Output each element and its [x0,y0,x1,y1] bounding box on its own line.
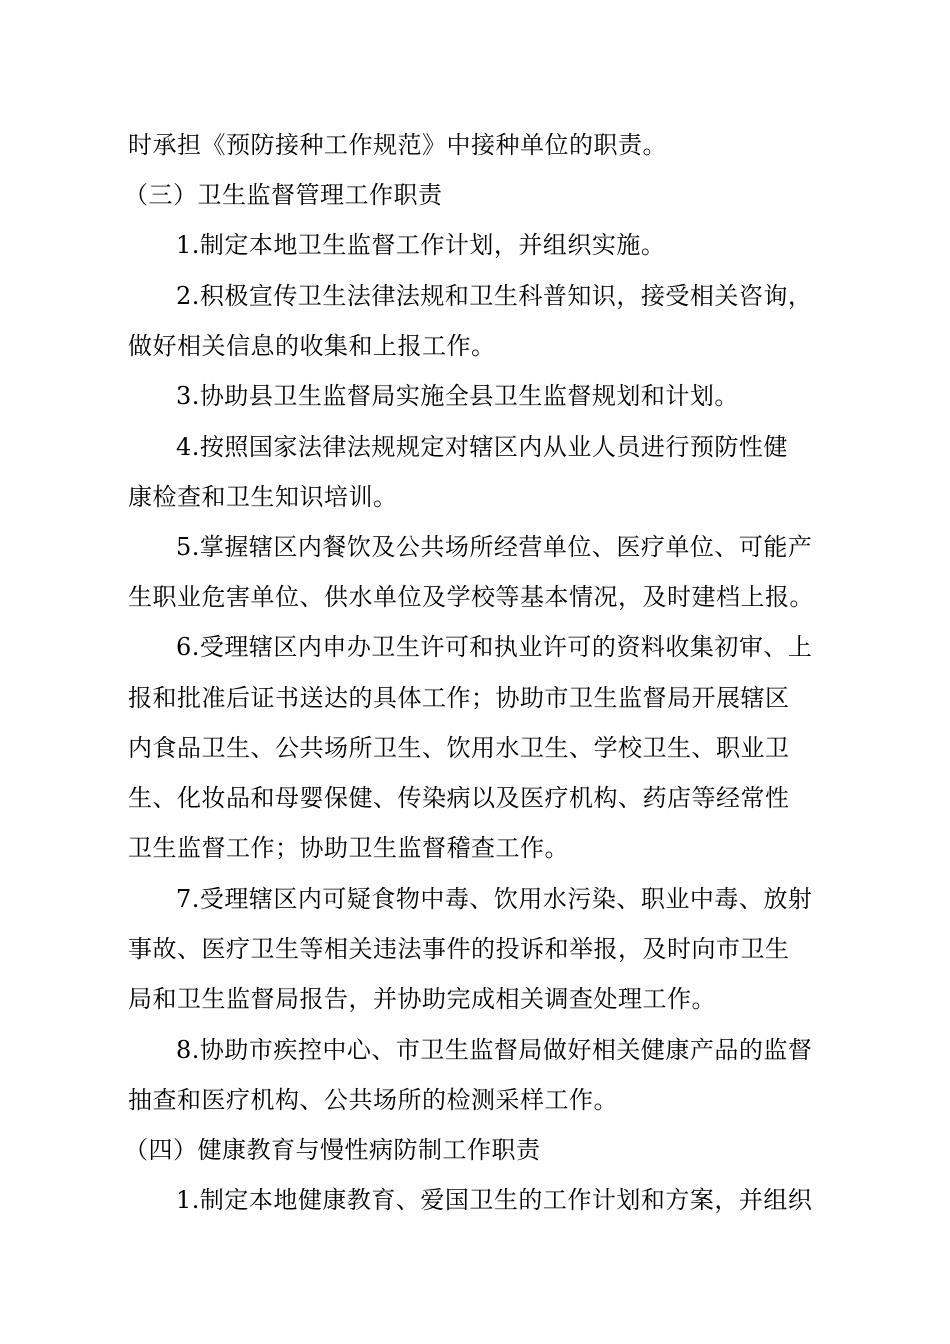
text-line: 4.按照国家法律法规规定对辖区内从业人员进行预防性健 [176,433,788,461]
text-line: 7.受理辖区内可疑食物中毒、饮用水污染、职业中毒、放射 [176,885,813,913]
text-line: 抽查和医疗机构、公共场所的检测采样工作。 [128,1086,618,1114]
text-line: 卫生监督工作；协助卫生监督稽查工作。 [128,834,569,862]
text-line: 2.积极宣传卫生法律法规和卫生科普知识，接受相关咨询， [176,282,813,310]
text-line: 康检查和卫生知识培训。 [128,483,398,511]
section-heading: （四）健康教育与慢性病防制工作职责 [124,1136,541,1164]
section-heading: （三）卫生监督管理工作职责 [124,181,443,209]
text-line: 5.掌握辖区内餐饮及公共场所经营单位、医疗单位、可能产 [176,533,813,561]
text-line: 局和卫生监督局报告，并协助完成相关调查处理工作。 [128,985,716,1013]
text-line: 生、化妆品和母婴保健、传染病以及医疗机构、药店等经常性 [128,784,790,812]
text-line: 1.制定本地卫生监督工作计划，并组织实施。 [176,231,666,259]
text-line: 3.协助县卫生监督局实施全县卫生监督规划和计划。 [176,382,739,410]
text-line: 时承担《预防接种工作规范》中接种单位的职责。 [128,131,667,159]
text-line: 1.制定本地健康教育、爱国卫生的工作计划和方案，并组织 [176,1186,813,1214]
text-line: 8.协助市疾控中心、市卫生监督局做好相关健康产品的监督 [176,1036,813,1064]
text-line: 报和批准后证书送达的具体工作；协助市卫生监督局开展辖区 [128,684,790,712]
text-line: 事故、医疗卫生等相关违法事件的投诉和举报，及时向市卫生 [128,935,790,963]
text-line: 内食品卫生、公共场所卫生、饮用水卫生、学校卫生、职业卫 [128,734,790,762]
text-line: 生职业危害单位、供水单位及学校等基本情况，及时建档上报。 [128,583,814,611]
text-line: 做好相关信息的收集和上报工作。 [128,332,496,360]
text-line: 6.受理辖区内申办卫生许可和执业许可的资料收集初审、上 [176,633,813,661]
